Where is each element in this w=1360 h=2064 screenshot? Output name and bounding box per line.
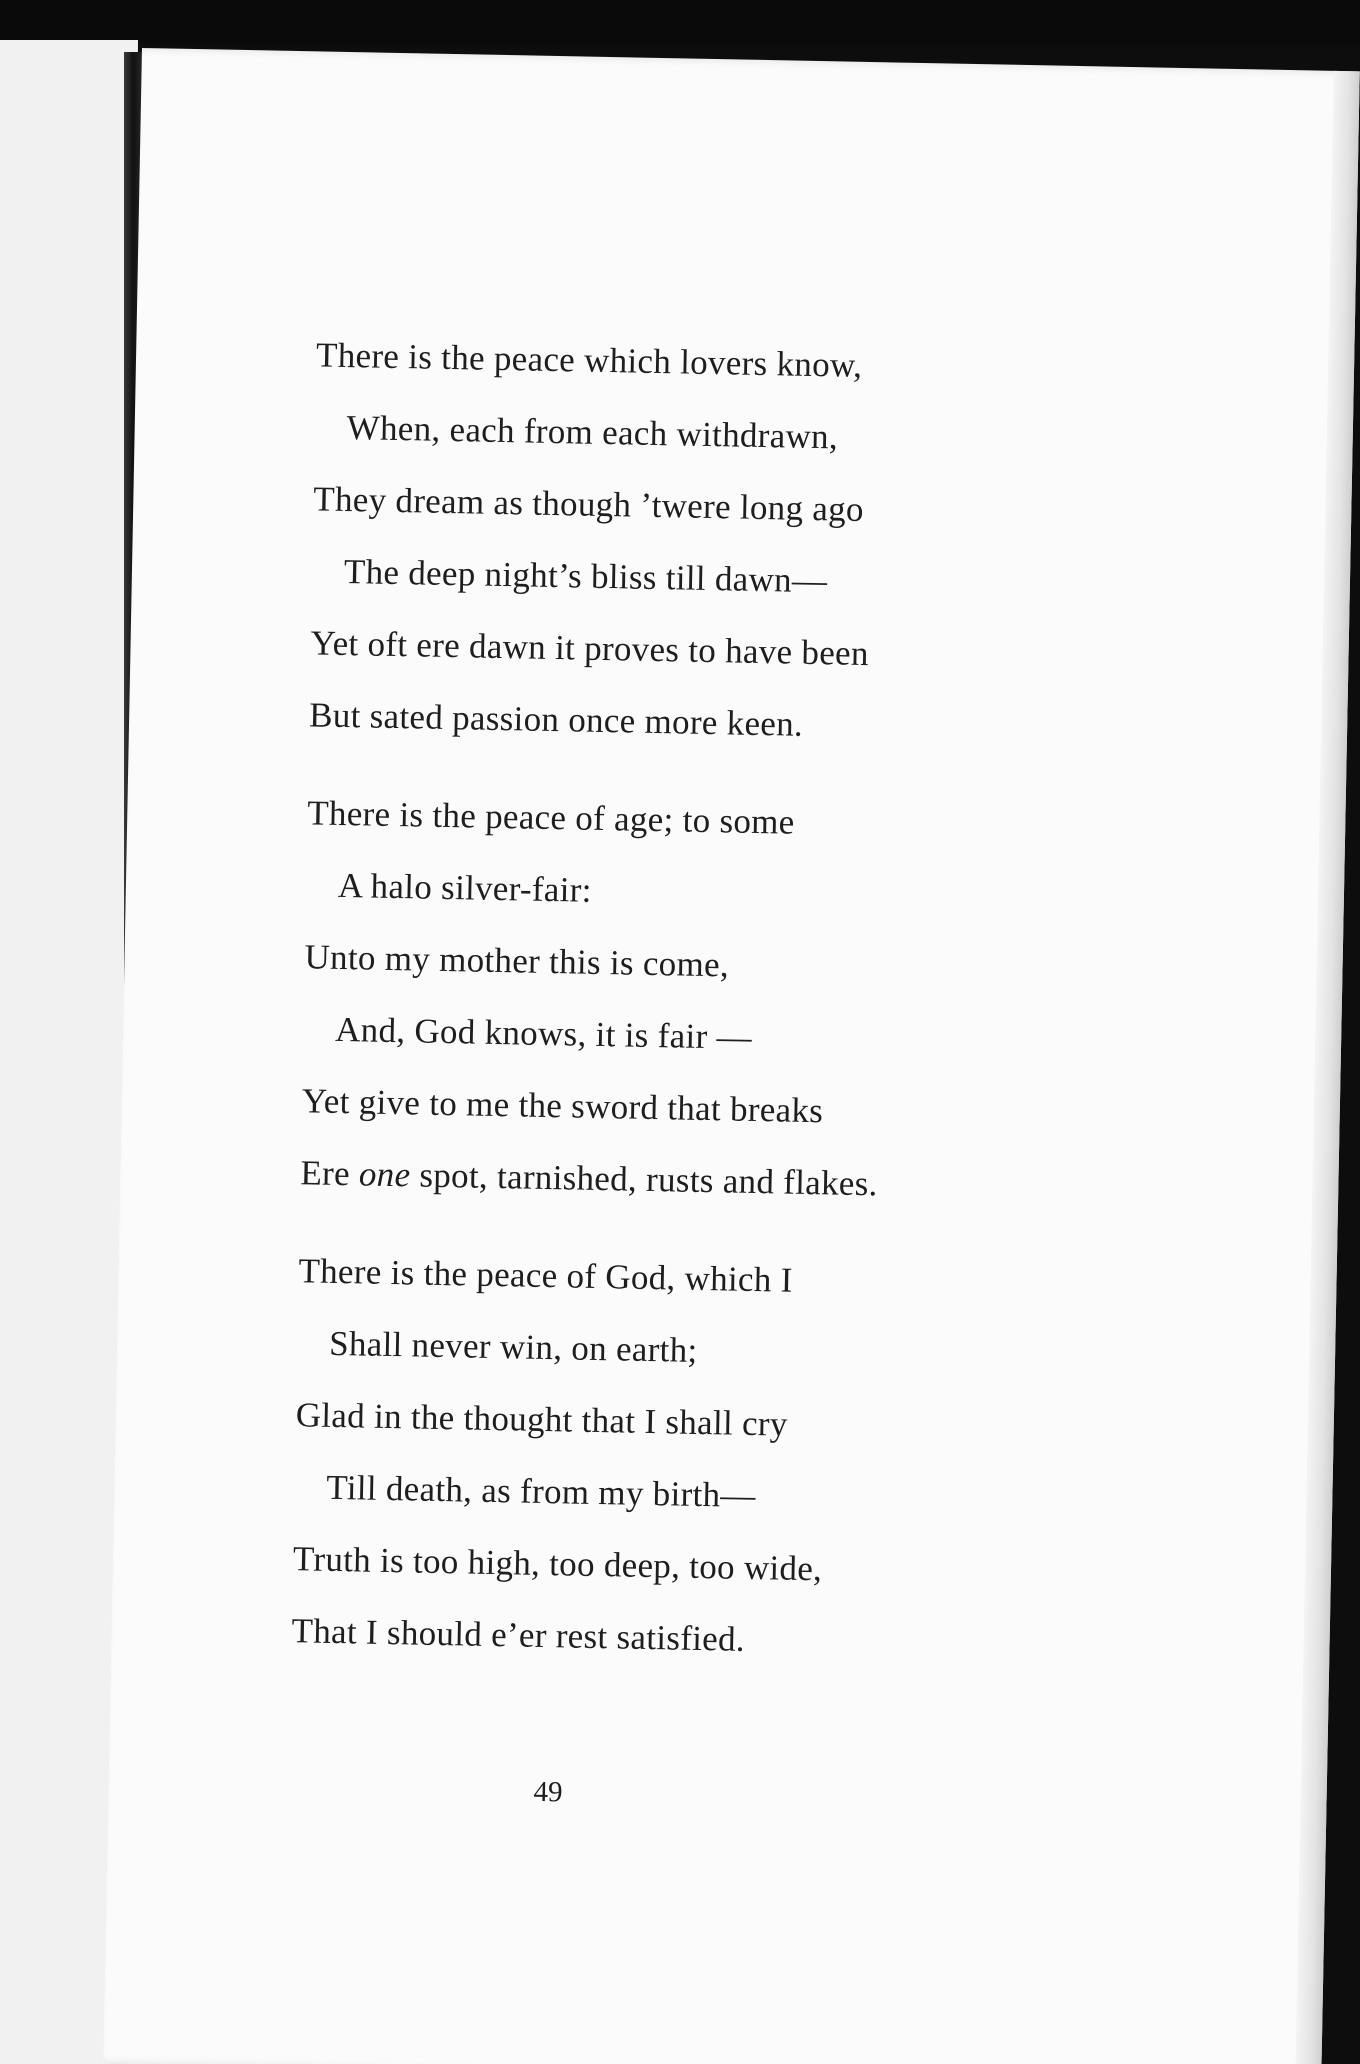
book-page	[103, 48, 1359, 2064]
poem-line: Yet oft ere dawn it proves to have been	[310, 623, 870, 674]
page-number: 49	[533, 1775, 563, 1809]
stanza	[300, 777, 1108, 1224]
poem-line: They dream as though ’twere long ago	[313, 479, 865, 529]
poem-line: And, God knows, it is fair —	[334, 1009, 753, 1057]
italic-word: one	[358, 1154, 411, 1195]
poem-line	[300, 1137, 1101, 1224]
poem-line: That I should e’er rest satisfied.	[291, 1611, 746, 1659]
poem-line: Truth is too high, too deep, too wide,	[292, 1539, 823, 1589]
line-text: Ere	[300, 1153, 360, 1194]
poem-line: Yet give to me the sword that breaks	[301, 1081, 824, 1131]
poem-line: A halo silver-fair:	[337, 865, 593, 910]
line-text: spot, tarnished, rusts and flakes.	[410, 1155, 879, 1204]
poem-line: The deep night’s bliss till dawn—	[343, 551, 828, 601]
poem-line: When, each from each withdrawn,	[346, 408, 839, 457]
poem-line: There is the peace of God, which I	[298, 1251, 794, 1300]
poem-line: There is the peace of age; to some	[306, 793, 795, 842]
scanner-shadow	[0, 0, 1360, 44]
stanza	[291, 1235, 1099, 1682]
page-edge-shading	[1295, 71, 1360, 2064]
poem-line: There is the peace which lovers know,	[315, 335, 863, 385]
stanza	[309, 319, 1117, 766]
poem-line: Shall never win, on earth;	[328, 1323, 698, 1370]
poem-line: Till death, as from my birth—	[326, 1467, 757, 1516]
poem-line: But sated passion once more keen.	[308, 695, 804, 744]
poem-line: Glad in the thought that I shall cry	[295, 1395, 789, 1444]
poem	[290, 319, 1116, 1708]
poem-line: Unto my mother this is come,	[304, 937, 730, 985]
